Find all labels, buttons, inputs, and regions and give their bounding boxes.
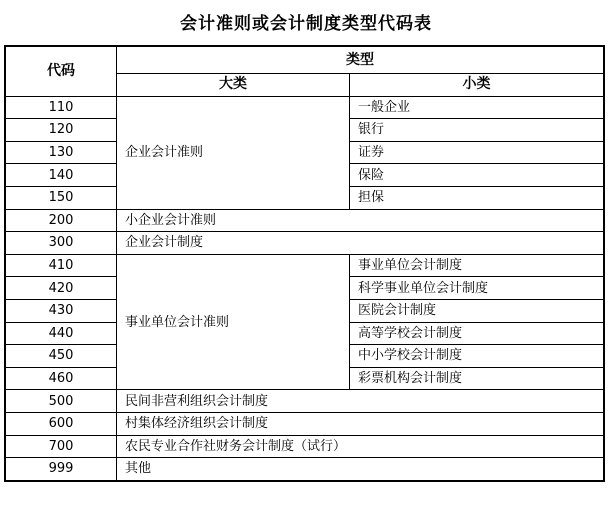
code-table [4,45,605,482]
table-row [5,412,604,435]
minor-cell: 医院会计制度 [350,299,605,322]
major-cell: 事业单位会计准则 [117,254,350,390]
table-row [5,209,604,232]
table-row [5,458,604,481]
header-code: 代码 [5,46,117,96]
code-cell: 410 [5,254,117,277]
table-row [5,254,604,277]
code-cell: 450 [5,345,117,368]
header-minor: 小类 [350,74,605,97]
table-row [5,435,604,458]
minor-cell: 中小学校会计制度 [350,345,605,368]
document-title: 会计准则或会计制度类型代码表 [180,14,432,34]
minor-cell: 事业单位会计制度 [350,254,605,277]
table-row [5,390,604,413]
major-cell: 村集体经济组织会计制度 [117,412,605,435]
code-cell: 460 [5,367,117,390]
header-major: 大类 [117,74,350,97]
minor-cell: 高等学校会计制度 [350,322,605,345]
code-cell: 440 [5,322,117,345]
code-cell: 130 [5,141,117,164]
minor-cell: 银行 [350,119,605,142]
major-cell: 农民专业合作社财务会计制度（试行） [117,435,605,458]
minor-cell: 证券 [350,141,605,164]
code-cell: 420 [5,277,117,300]
major-cell: 小企业会计准则 [117,209,605,232]
header-type: 类型 [117,46,605,74]
code-cell: 999 [5,458,117,481]
minor-cell: 彩票机构会计制度 [350,367,605,390]
code-cell: 150 [5,186,117,209]
code-cell: 110 [5,96,117,119]
minor-cell: 保险 [350,164,605,187]
code-cell: 140 [5,164,117,187]
code-cell: 120 [5,119,117,142]
code-cell: 600 [5,412,117,435]
code-cell: 300 [5,232,117,255]
minor-cell: 担保 [350,186,605,209]
code-cell: 500 [5,390,117,413]
major-cell: 民间非营利组织会计制度 [117,390,605,413]
code-cell: 700 [5,435,117,458]
major-cell: 企业会计准则 [117,96,350,209]
major-cell: 企业会计制度 [117,232,605,255]
code-cell: 200 [5,209,117,232]
table-row [5,232,604,255]
minor-cell: 一般企业 [350,96,605,119]
code-cell: 430 [5,299,117,322]
minor-cell: 科学事业单位会计制度 [350,277,605,300]
table-row [5,96,604,119]
major-cell: 其他 [117,458,605,481]
